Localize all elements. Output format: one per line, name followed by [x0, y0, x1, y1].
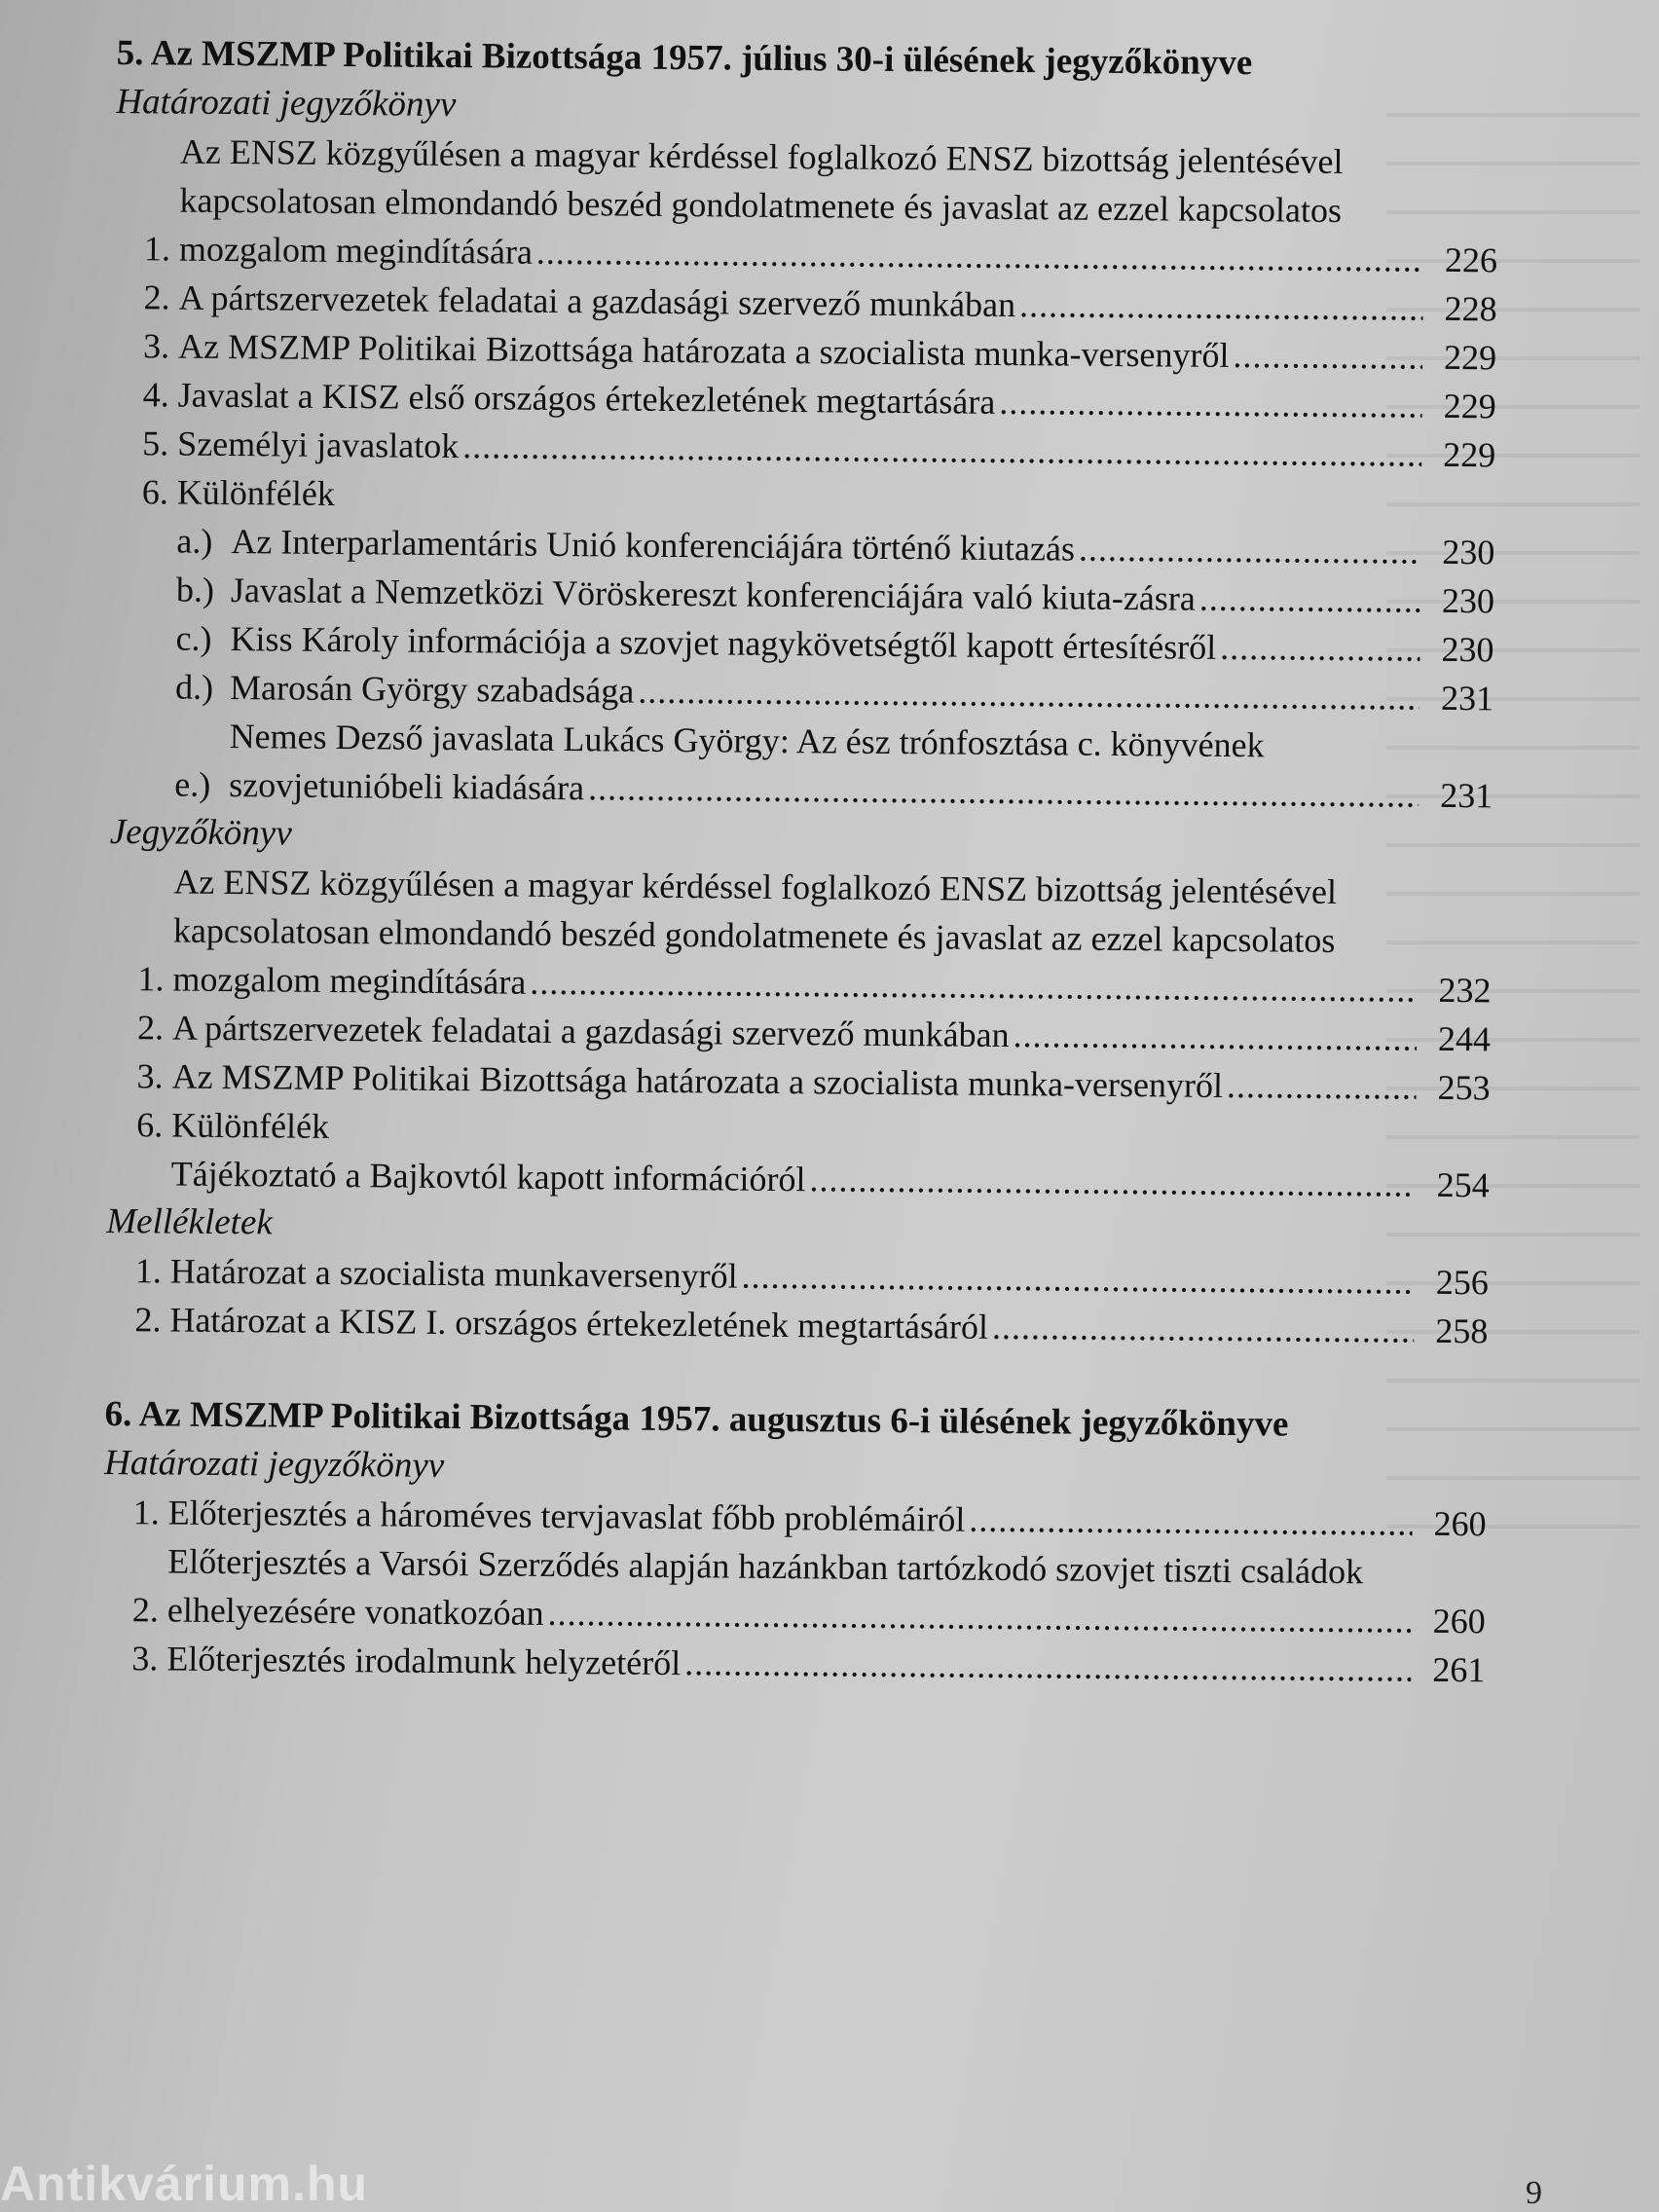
watermark: Antikvárium.hu	[0, 2157, 368, 2211]
entry-title: Előterjesztés a hároméves tervjavaslat főbb problémáiról .....	[167, 1489, 1412, 1548]
entry-number: 2.	[143, 277, 170, 317]
entry-title: Tájékoztató a Bajkovtól kapott információról .....	[171, 1150, 1416, 1209]
section-title: 5. Az MSZMP Politikai Bizottsága 1957. július 30-i ülésének jegyzőkönyve	[116, 32, 1253, 84]
entry-number: 1.	[134, 1251, 163, 1291]
entry-title: Határozat a KISZ I. országos értekezletének megtartásáról .....	[169, 1296, 1414, 1355]
entry-title: Marosán György szabadsága .....	[230, 663, 1419, 722]
entry-title: Határozat a szocialista munkaversenyről .....	[170, 1247, 1415, 1307]
entry-page: 229	[1443, 434, 1496, 475]
entry-number: a.)	[176, 521, 213, 561]
entry-page: 231	[1440, 775, 1493, 816]
entry-number: 1.	[137, 959, 165, 999]
entry-number: b.)	[175, 570, 215, 609]
entry-number: 3.	[136, 1056, 164, 1096]
group-heading: Jegyzőkönyv	[109, 811, 292, 854]
entry-title: Az ENSZ közgyűlésen a magyar kérdéssel foglalkozó ENSZ bizottság jelentésével kapcsolatosan elmondandó beszéd gondolatmenete és javaslat az ezzel kapcsolatos mozgalom megindítására .....	[179, 128, 1424, 284]
group-heading: Határozati jegyzőkönyv	[103, 1442, 445, 1486]
group-heading: Határozati jegyzőkönyv	[116, 81, 457, 126]
table-of-contents	[102, 29, 1499, 1741]
toc-entry	[110, 711, 1493, 820]
entry-number: 1.	[143, 229, 171, 269]
entry-number: 6.	[136, 1105, 164, 1145]
entry-number: 3.	[142, 326, 170, 366]
entry-title: Az MSZMP Politikai Bizottsága határozata a szocialista munka-versenyről .....	[178, 322, 1422, 382]
entry-title: Előterjesztés irodalmunk helyzetéről .....	[166, 1635, 1411, 1694]
entry-page: 253	[1437, 1067, 1491, 1108]
toc-section	[105, 29, 1499, 1355]
toc-entry	[103, 1536, 1487, 1645]
entry-page: 229	[1443, 386, 1496, 426]
entry-number: 5.	[142, 424, 169, 463]
toc-section	[102, 1390, 1488, 1694]
entry-number: e.)	[174, 764, 211, 804]
entry-title: Javaslat a Nemzetközi Vöröskereszt konferenciájára való kiuta-zásra .....	[231, 566, 1420, 625]
entry-page: 254	[1436, 1164, 1490, 1205]
entry-title: Különfélék	[176, 472, 335, 513]
entry-number: 2.	[136, 1008, 165, 1048]
entry-title: Különfélék	[171, 1105, 330, 1146]
entry-page: 260	[1432, 1601, 1486, 1641]
entry-title: Személyi javaslatok .....	[177, 420, 1421, 479]
entry-title: Az Interparlamentáris Unió konferenciájára történő kiutazás .....	[231, 517, 1420, 576]
page-number: 9	[1526, 2175, 1542, 2211]
entry-number: c.)	[175, 618, 212, 658]
entry-page: 244	[1437, 1018, 1492, 1059]
entry-number: 2.	[131, 1590, 160, 1630]
entry-page: 256	[1435, 1262, 1489, 1303]
entry-title: A pártszervezetek feladatai a gazdasági szervező munkában .....	[172, 1004, 1417, 1063]
entry-title: Kiss Károly információja a szovjet nagykövetségtől kapott értesítésről .....	[230, 614, 1419, 674]
entry-page: 232	[1438, 970, 1492, 1011]
entry-page: 231	[1440, 678, 1494, 719]
entry-page: 230	[1441, 629, 1494, 670]
entry-title: Előterjesztés a Varsói Szerződés alapján hazánkban tartózkodó szovjet tiszti családok elhelyezésére vonatkozóan .....	[167, 1537, 1413, 1645]
entry-number: 3.	[131, 1639, 159, 1678]
entry-page: 230	[1442, 532, 1495, 572]
section-title: 6. Az MSZMP Politikai Bizottsága 1957. augusztus 6-i ülésének jegyzőkönyve	[104, 1393, 1289, 1445]
entry-page: 230	[1441, 580, 1495, 621]
entry-title: Javaslat a KISZ első országos értekezletének megtartására .....	[178, 371, 1422, 430]
toc-entry	[108, 857, 1492, 1014]
entry-number: 4.	[142, 375, 169, 415]
entry-number: 6.	[141, 472, 169, 512]
entry-page: 261	[1432, 1649, 1486, 1690]
entry-number: 1.	[132, 1493, 160, 1532]
toc-entry	[115, 127, 1498, 284]
entry-page: 228	[1444, 288, 1497, 329]
entry-title: A pártszervezetek feladatai a gazdasági szervező munkában .....	[178, 274, 1422, 333]
entry-title: Nemes Dezső javaslata Lukács György: Az ész trónfosztása c. könyvének szovjetunióbeli kiadására .....	[229, 712, 1419, 820]
entry-title: Az ENSZ közgyűlésen a magyar kérdéssel foglalkozó ENSZ bizottság jelentésével kapcsolatosan elmondandó beszéd gondolatmenete és javaslat az ezzel kapcsolatos mozgalom megindítására .....	[172, 858, 1418, 1014]
group-heading: Mellékletek	[106, 1200, 273, 1243]
entry-page: 229	[1443, 337, 1497, 378]
entry-page: 226	[1444, 240, 1498, 280]
entry-number: 2.	[134, 1300, 162, 1340]
entry-page: 258	[1435, 1310, 1489, 1351]
entry-page: 260	[1433, 1503, 1487, 1544]
entry-title: Az MSZMP Politikai Bizottsága határozata a szocialista munka-versenyről .....	[171, 1052, 1416, 1112]
entry-number: d.)	[174, 667, 214, 707]
